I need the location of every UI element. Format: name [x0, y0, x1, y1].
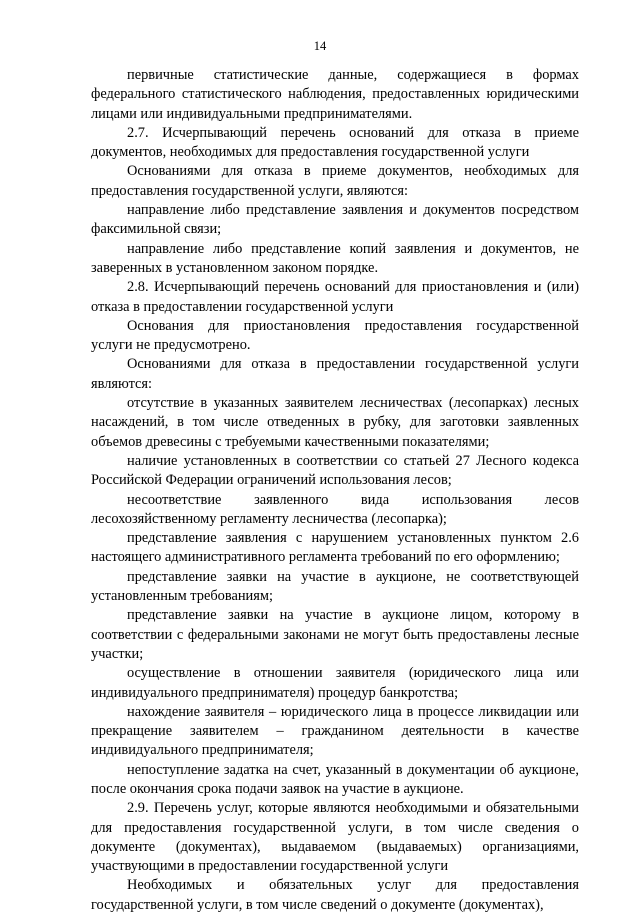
- list-item: представление заявки на участие в аукционе, не соответствующей установленным требованиям;: [91, 568, 579, 605]
- list-item: несоответствие заявленного вида использования лесов лесохозяйственному регламенту лесничества (лесопарка);: [91, 491, 579, 527]
- section-heading-2-7: 2.7. Исчерпывающий перечень оснований для отказа в приеме документов, необходимых для предоставления государственной услуги: [91, 124, 579, 161]
- paragraph: Основаниями для отказа в предоставлении государственной услуги являются:: [91, 356, 579, 392]
- paragraph: Необходимых и обязательных услуг для предоставления государственной услуги, в том числе сведений о документе (документах),: [91, 877, 579, 913]
- list-item: наличие установленных в соответствии со статьей 27 Лесного кодекса Российской Федерации ограничений использования лесов;: [91, 452, 579, 489]
- section-heading-2-8: 2.8. Исчерпывающий перечень оснований для приостановления и (или) отказа в предоставлении государственной услуги: [91, 279, 579, 315]
- list-item: представление заявления с нарушением установленных пунктом 2.6 настоящего административного регламента требований по его оформлению;: [91, 530, 579, 566]
- section-heading-2-9: 2.9. Перечень услуг, которые являются необходимыми и обязательными для предоставления государственной услуги, в том числе сведения о документе (документах), выдаваемом (выдаваемых) организациями, участвующими в предоставлении государственной услуги: [91, 800, 579, 875]
- document-body: [91, 66, 579, 915]
- list-item: отсутствие в указанных заявителем лесничествах (лесопарках) лесных насаждений, в том числе отведенных в рубку, для заготовки заявленных объемов древесины с требуемыми качественными показателями;: [91, 395, 579, 450]
- paragraph: Основаниями для отказа в приеме документов, необходимых для предоставления государственной услуги, являются:: [91, 163, 579, 199]
- list-item: представление заявки на участие в аукционе лицом, которому в соответствии с федеральными законами не могут быть предоставлены лесные участки;: [91, 607, 579, 662]
- paragraph-continuation: первичные статистические данные, содержащиеся в формах федерального статистического наблюдения, предоставленных юридическими лицами или индивидуальными предпринимателями.: [91, 67, 579, 122]
- list-item: непоступление задатка на счет, указанный в документации об аукционе, после окончания срока подачи заявок на участие в аукционе.: [91, 761, 579, 797]
- list-item: направление либо представление копий заявления и документов, не заверенных в установленном законом порядке.: [91, 240, 579, 276]
- list-item: направление либо представление заявления и документов посредством факсимильной связи;: [91, 202, 579, 238]
- list-item: осуществление в отношении заявителя (юридического лица или индивидуального предпринимателя) процедур банкротства;: [91, 665, 579, 701]
- paragraph: Основания для приостановления предоставления государственной услуги не предусмотрено.: [91, 317, 579, 354]
- list-item: нахождение заявителя – юридического лица в процессе ликвидации или прекращение заявителем – гражданином деятельности в качестве индивидуального предпринимателя;: [91, 703, 579, 759]
- page-number: 14: [313, 39, 327, 53]
